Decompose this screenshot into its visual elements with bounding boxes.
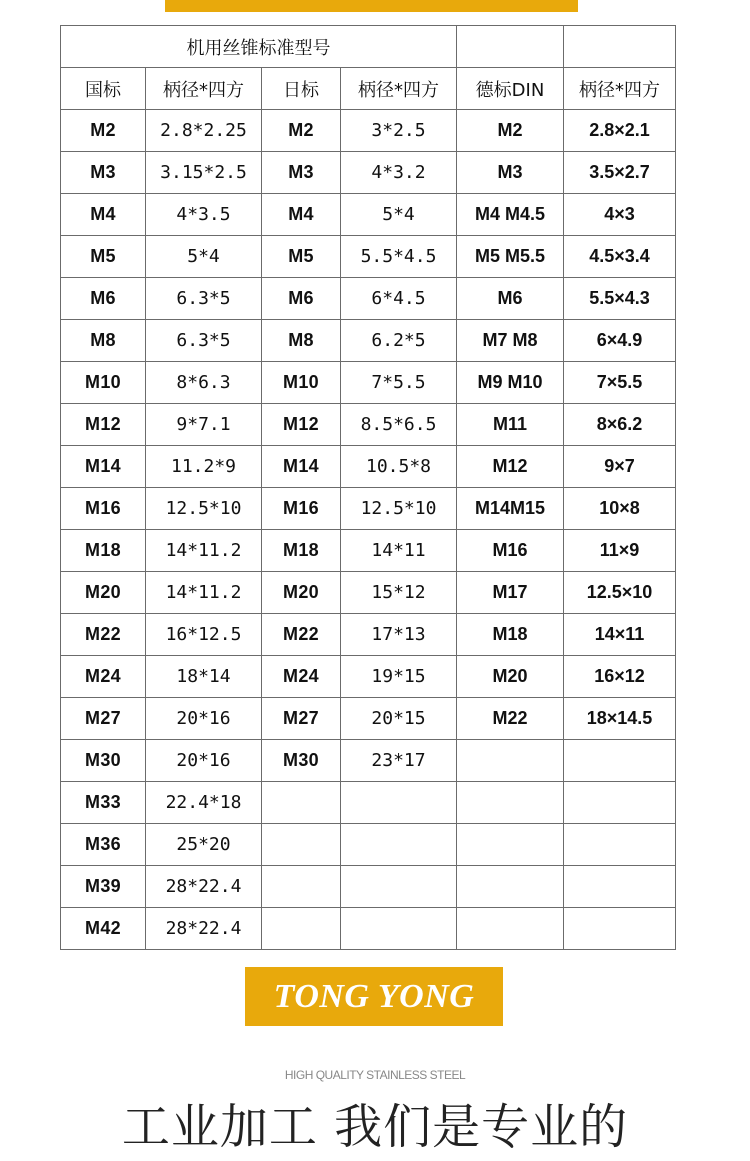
gb-size-cell: M22	[61, 614, 146, 656]
din-shank-cell	[564, 824, 676, 866]
table-row	[61, 656, 676, 698]
gb-shank-cell: 12.5*10	[146, 488, 262, 530]
table-row	[61, 362, 676, 404]
gb-shank-cell: 28*22.4	[146, 866, 262, 908]
jis-size-cell: M10	[262, 362, 341, 404]
gb-size-cell: M10	[61, 362, 146, 404]
table-row	[61, 152, 676, 194]
din-size-cell: M12	[457, 446, 564, 488]
jis-shank-cell	[341, 782, 457, 824]
table-row	[61, 866, 676, 908]
din-shank-cell: 16×12	[564, 656, 676, 698]
gb-size-cell: M2	[61, 110, 146, 152]
tap-spec-table	[60, 25, 676, 950]
din-size-cell: M9 M10	[457, 362, 564, 404]
jis-size-cell: M14	[262, 446, 341, 488]
gb-shank-cell: 20*16	[146, 698, 262, 740]
tong-yong-badge: TONG YONG	[245, 967, 503, 1026]
table-row	[61, 446, 676, 488]
table-row	[61, 740, 676, 782]
gb-size-cell: M42	[61, 908, 146, 950]
din-shank-cell: 14×11	[564, 614, 676, 656]
gb-shank-cell: 14*11.2	[146, 530, 262, 572]
gb-size-cell: M8	[61, 320, 146, 362]
din-shank-cell: 9×7	[564, 446, 676, 488]
din-shank-cell: 2.8×2.1	[564, 110, 676, 152]
gb-shank-cell: 16*12.5	[146, 614, 262, 656]
din-size-cell: M2	[457, 110, 564, 152]
din-size-cell: M7 M8	[457, 320, 564, 362]
jis-shank-cell: 4*3.2	[341, 152, 457, 194]
din-shank-cell	[564, 866, 676, 908]
jis-shank-cell: 12.5*10	[341, 488, 457, 530]
din-shank-cell: 6×4.9	[564, 320, 676, 362]
jis-shank-cell: 19*15	[341, 656, 457, 698]
din-shank-cell: 8×6.2	[564, 404, 676, 446]
gb-shank-cell: 6.3*5	[146, 320, 262, 362]
title-empty-cell	[457, 26, 564, 68]
jis-size-cell: M2	[262, 110, 341, 152]
gb-shank-cell: 22.4*18	[146, 782, 262, 824]
din-size-cell: M3	[457, 152, 564, 194]
jis-shank-cell: 5.5*4.5	[341, 236, 457, 278]
table-row	[61, 782, 676, 824]
din-shank-cell: 12.5×10	[564, 572, 676, 614]
top-accent-bar	[165, 0, 578, 12]
jis-shank-cell: 10.5*8	[341, 446, 457, 488]
din-size-cell: M14M15	[457, 488, 564, 530]
table-row	[61, 824, 676, 866]
din-shank-cell: 7×5.5	[564, 362, 676, 404]
header-jis-size: 日标	[262, 68, 341, 110]
gb-shank-cell: 14*11.2	[146, 572, 262, 614]
jis-shank-cell: 8.5*6.5	[341, 404, 457, 446]
gb-shank-cell: 4*3.5	[146, 194, 262, 236]
gb-size-cell: M3	[61, 152, 146, 194]
jis-size-cell: M22	[262, 614, 341, 656]
din-size-cell	[457, 740, 564, 782]
jis-shank-cell: 17*13	[341, 614, 457, 656]
jis-shank-cell: 20*15	[341, 698, 457, 740]
jis-shank-cell: 7*5.5	[341, 362, 457, 404]
subtitle: HIGH QUALITY STAINLESS STEEL	[284, 1068, 466, 1082]
gb-shank-cell: 6.3*5	[146, 278, 262, 320]
din-shank-cell	[564, 782, 676, 824]
table-row	[61, 572, 676, 614]
din-size-cell: M16	[457, 530, 564, 572]
header-gb-shank: 柄径*四方	[146, 68, 262, 110]
din-size-cell: M5 M5.5	[457, 236, 564, 278]
gb-size-cell: M4	[61, 194, 146, 236]
gb-shank-cell: 3.15*2.5	[146, 152, 262, 194]
table-row	[61, 530, 676, 572]
gb-shank-cell: 20*16	[146, 740, 262, 782]
din-shank-cell: 3.5×2.7	[564, 152, 676, 194]
din-shank-cell: 4.5×3.4	[564, 236, 676, 278]
gb-size-cell: M18	[61, 530, 146, 572]
header-gb-size: 国标	[61, 68, 146, 110]
din-shank-cell: 11×9	[564, 530, 676, 572]
jis-size-cell: M3	[262, 152, 341, 194]
jis-size-cell	[262, 866, 341, 908]
header-din-shank: 柄径*四方	[564, 68, 676, 110]
jis-shank-cell: 6*4.5	[341, 278, 457, 320]
gb-size-cell: M14	[61, 446, 146, 488]
gb-shank-cell: 9*7.1	[146, 404, 262, 446]
jis-size-cell: M27	[262, 698, 341, 740]
gb-size-cell: M33	[61, 782, 146, 824]
jis-size-cell: M5	[262, 236, 341, 278]
din-size-cell: M18	[457, 614, 564, 656]
gb-size-cell: M12	[61, 404, 146, 446]
table-row	[61, 908, 676, 950]
din-shank-cell: 5.5×4.3	[564, 278, 676, 320]
jis-size-cell: M30	[262, 740, 341, 782]
din-size-cell: M20	[457, 656, 564, 698]
gb-size-cell: M16	[61, 488, 146, 530]
din-size-cell	[457, 908, 564, 950]
din-size-cell: M4 M4.5	[457, 194, 564, 236]
table-row	[61, 110, 676, 152]
jis-shank-cell: 14*11	[341, 530, 457, 572]
slogan: 工业加工 我们是专业的	[121, 1099, 629, 1155]
jis-size-cell: M16	[262, 488, 341, 530]
gb-size-cell: M20	[61, 572, 146, 614]
table-row	[61, 194, 676, 236]
din-shank-cell	[564, 908, 676, 950]
gb-size-cell: M6	[61, 278, 146, 320]
jis-size-cell: M18	[262, 530, 341, 572]
table-header-row	[61, 68, 676, 110]
din-size-cell	[457, 782, 564, 824]
gb-size-cell: M36	[61, 824, 146, 866]
gb-size-cell: M39	[61, 866, 146, 908]
header-din-size: 德标DIN	[457, 68, 564, 110]
gb-size-cell: M30	[61, 740, 146, 782]
din-size-cell: M6	[457, 278, 564, 320]
jis-size-cell: M6	[262, 278, 341, 320]
gb-shank-cell: 11.2*9	[146, 446, 262, 488]
jis-size-cell: M20	[262, 572, 341, 614]
table-row	[61, 488, 676, 530]
jis-size-cell: M24	[262, 656, 341, 698]
jis-size-cell	[262, 824, 341, 866]
jis-size-cell: M4	[262, 194, 341, 236]
jis-shank-cell: 15*12	[341, 572, 457, 614]
jis-size-cell: M12	[262, 404, 341, 446]
jis-size-cell	[262, 782, 341, 824]
gb-size-cell: M24	[61, 656, 146, 698]
gb-shank-cell: 28*22.4	[146, 908, 262, 950]
din-shank-cell: 18×14.5	[564, 698, 676, 740]
gb-size-cell: M5	[61, 236, 146, 278]
gb-shank-cell: 18*14	[146, 656, 262, 698]
din-size-cell: M11	[457, 404, 564, 446]
table-row	[61, 698, 676, 740]
gb-size-cell: M27	[61, 698, 146, 740]
din-shank-cell: 10×8	[564, 488, 676, 530]
jis-shank-cell	[341, 824, 457, 866]
din-shank-cell: 4×3	[564, 194, 676, 236]
jis-shank-cell: 5*4	[341, 194, 457, 236]
table-title-row	[61, 26, 676, 68]
jis-shank-cell	[341, 908, 457, 950]
din-shank-cell	[564, 740, 676, 782]
jis-size-cell	[262, 908, 341, 950]
table-row	[61, 320, 676, 362]
gb-shank-cell: 5*4	[146, 236, 262, 278]
din-size-cell	[457, 824, 564, 866]
din-size-cell: M22	[457, 698, 564, 740]
gb-shank-cell: 8*6.3	[146, 362, 262, 404]
table-title: 机用丝锥标准型号	[61, 26, 457, 68]
jis-shank-cell	[341, 866, 457, 908]
jis-size-cell: M8	[262, 320, 341, 362]
din-size-cell	[457, 866, 564, 908]
title-empty-cell	[564, 26, 676, 68]
table-row	[61, 404, 676, 446]
jis-shank-cell: 23*17	[341, 740, 457, 782]
jis-shank-cell: 3*2.5	[341, 110, 457, 152]
table-row	[61, 278, 676, 320]
table-row	[61, 614, 676, 656]
din-size-cell: M17	[457, 572, 564, 614]
jis-shank-cell: 6.2*5	[341, 320, 457, 362]
gb-shank-cell: 2.8*2.25	[146, 110, 262, 152]
table-row	[61, 236, 676, 278]
gb-shank-cell: 25*20	[146, 824, 262, 866]
header-jis-shank: 柄径*四方	[341, 68, 457, 110]
